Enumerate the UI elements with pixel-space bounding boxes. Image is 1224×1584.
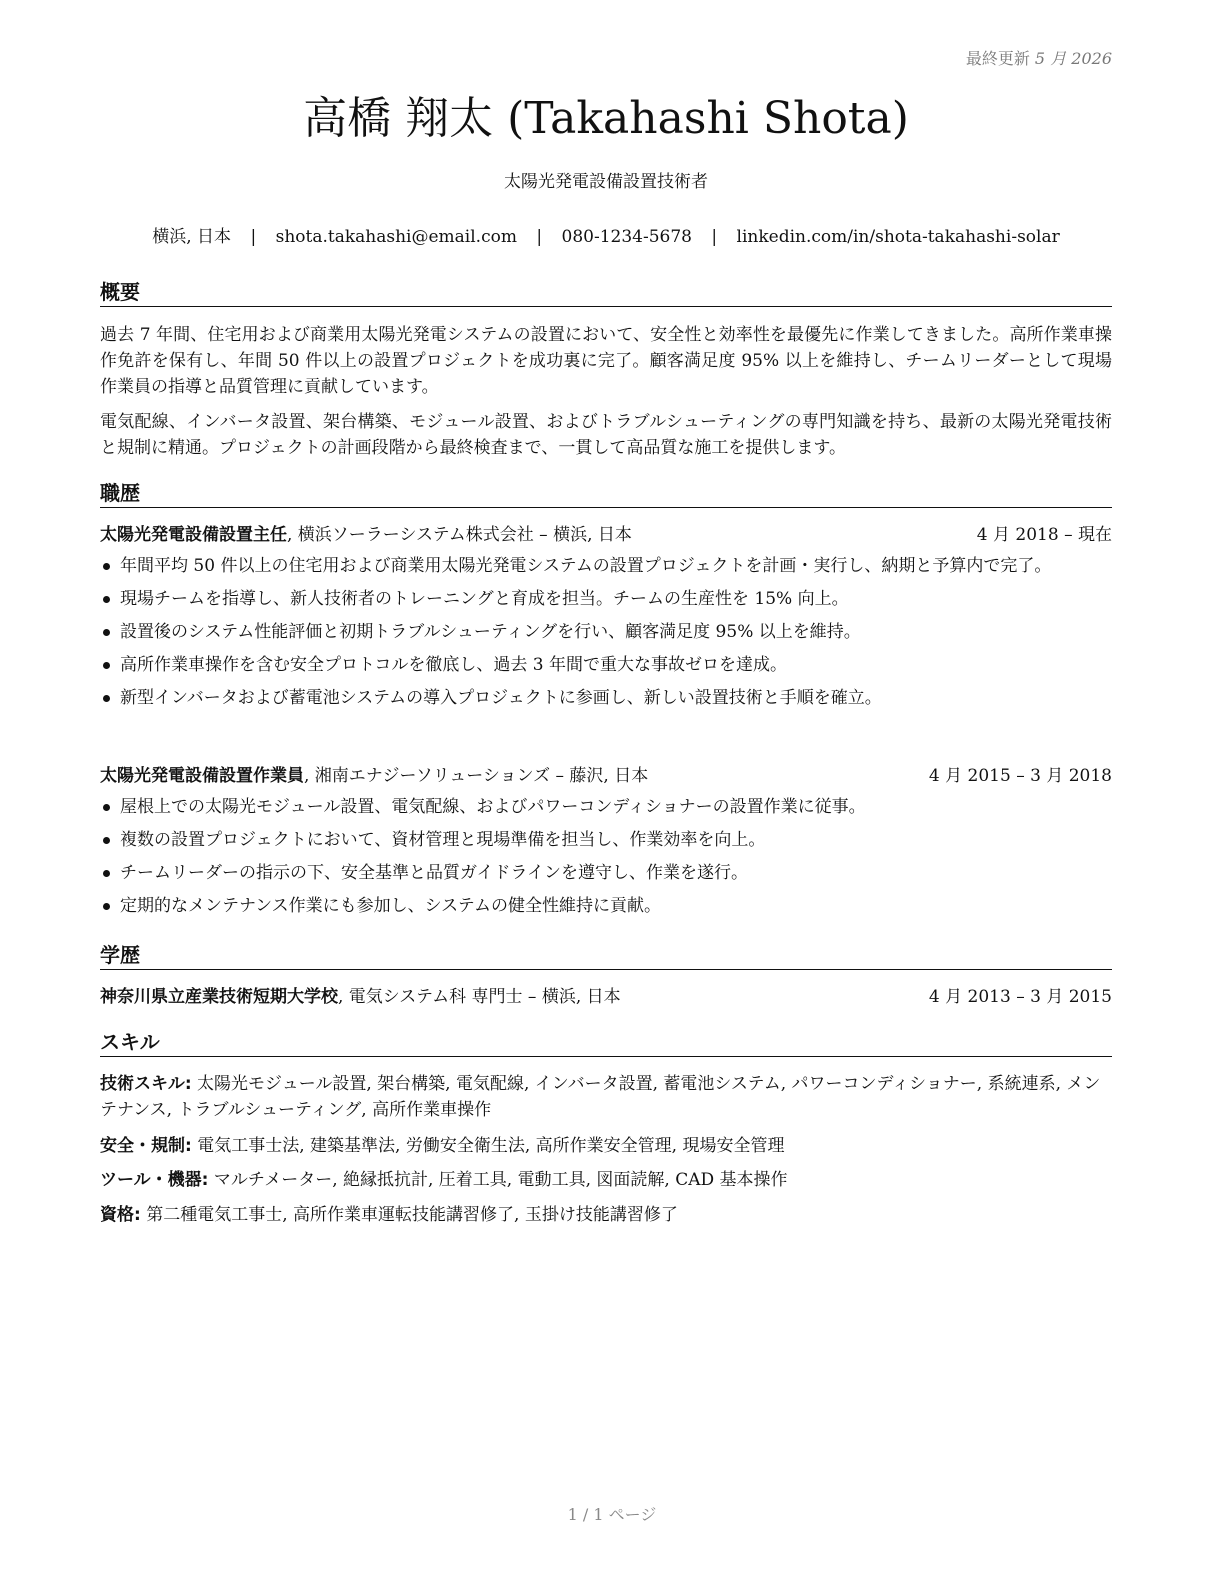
skill-label: 資格:	[100, 1205, 141, 1225]
candidate-name: 高橋 翔太 (Takahashi Shota)	[303, 93, 909, 144]
last-updated	[966, 46, 1112, 69]
list-item: 新型インバータおよび蓄電池システムの導入プロジェクトに参画し、新しい設置技術と手順を確立。	[100, 685, 1112, 711]
list-item: 高所作業車操作を含む安全プロトコルを徹底し、過去 3 年間で重大な事故ゼロを達成。	[100, 652, 1112, 678]
skill-value: マルチメーター, 絶縁抵抗計, 圧着工具, 電動工具, 図面読解, CAD 基本操作	[208, 1170, 788, 1190]
list-item: 屋根上での太陽光モジュール設置、電気配線、およびパワーコンディショナーの設置作業に従事。	[100, 794, 1112, 820]
section-title-education: 学歴	[100, 942, 1112, 970]
contact-email[interactable]: shota.takahashi@email.com	[275, 227, 517, 247]
contact-linkedin[interactable]: linkedin.com/in/shota-takahashi-solar	[736, 227, 1060, 247]
job-dates: 4 月 2015 – 3 月 2018	[928, 766, 1112, 786]
page-indicator: 1 / 1 ページ	[567, 1505, 657, 1524]
list-item: 現場チームを指導し、新人技術者のトレーニングと育成を担当。チームの生産性を 15% 向上。	[100, 586, 1112, 612]
job-org: , 湘南エナジーソリューションズ – 藤沢, 日本	[304, 766, 649, 786]
section-title-skills: スキル	[100, 1029, 1112, 1057]
contact-location: 横浜, 日本	[152, 227, 232, 247]
last-updated-value: 5 月 2026	[1034, 49, 1112, 68]
list-item: 定期的なメンテナンス作業にも参加し、システムの健全性維持に貢献。	[100, 893, 1112, 919]
contact-separator: |	[711, 227, 718, 247]
skill-value: 電気工事士法, 建築基準法, 労働安全衛生法, 高所作業安全管理, 現場安全管理	[191, 1136, 785, 1156]
job-bullets	[100, 553, 1112, 718]
list-item: 年間平均 50 件以上の住宅用および商業用太陽光発電システムの設置プロジェクトを計画・実行し、納期と予算内で完了。	[100, 553, 1112, 579]
list-item: チームリーダーの指示の下、安全基準と品質ガイドラインを遵守し、作業を遂行。	[100, 860, 1112, 886]
job-title: 太陽光発電設備設置技術者	[504, 172, 708, 192]
school-name: 神奈川県立産業技術短期大学校	[100, 987, 338, 1007]
skill-line-safety	[100, 1133, 1116, 1159]
skill-label: 安全・規制:	[100, 1136, 192, 1156]
contact-line	[100, 225, 1112, 249]
skill-line-technical	[100, 1071, 1116, 1123]
contact-separator: |	[536, 227, 543, 247]
skill-label: ツール・機器:	[100, 1170, 209, 1190]
section-title-summary: 概要	[100, 279, 1112, 307]
skill-line-certifications	[100, 1202, 1116, 1228]
contact-phone[interactable]: 080-1234-5678	[561, 227, 692, 247]
education-entry	[100, 985, 1112, 1009]
summary-paragraph-2: 電気配線、インバータ設置、架台構築、モジュール設置、およびトラブルシューティングの専門知識を持ち、最新の太陽光発電技術と規制に精通。プロジェクトの計画段階から最終検査まで、一貫して高品質な施工を提供します。	[100, 412, 1112, 458]
skill-line-tools	[100, 1167, 1116, 1193]
education-detail: , 電気システム科 専門士 – 横浜, 日本	[338, 987, 621, 1007]
skill-value: 太陽光モジュール設置, 架台構築, 電気配線, インバータ設置, 蓄電池システム, パワーコンディショナー, 系統連系, メンテナンス, トラブルシューティング, 高所作業車操作	[100, 1074, 1101, 1120]
skill-value: 第二種電気工事士, 高所作業車運転技能講習修了, 玉掛け技能講習修了	[140, 1205, 678, 1225]
skill-label: 技術スキル:	[100, 1074, 192, 1094]
job-role: 太陽光発電設備設置作業員	[100, 766, 304, 786]
education-dates: 4 月 2013 – 3 月 2015	[928, 987, 1112, 1007]
job-header	[100, 523, 1112, 547]
job-header	[100, 764, 1112, 788]
job-dates: 4 月 2018 – 現在	[976, 525, 1112, 545]
summary-paragraph-1: 過去 7 年間、住宅用および商業用太陽光発電システムの設置において、安全性と効率性を最優先に作業してきました。高所作業車操作免許を保有し、年間 50 件以上の設置プロジェクトを成功裏に完了。顧客満足度 95% 以上を維持し、チームリーダーとして現場作業員の指導と品質管理に貢献しています。	[100, 325, 1112, 397]
last-updated-label: 最終更新	[965, 49, 1030, 68]
list-item: 複数の設置プロジェクトにおいて、資材管理と現場準備を担当し、作業効率を向上。	[100, 827, 1112, 853]
list-item: 設置後のシステム性能評価と初期トラブルシューティングを行い、顧客満足度 95% 以上を維持。	[100, 619, 1112, 645]
contact-separator: |	[250, 227, 257, 247]
section-title-experience: 職歴	[100, 480, 1112, 508]
job-bullets	[100, 794, 1112, 926]
job-role: 太陽光発電設備設置主任	[100, 525, 287, 545]
job-org: , 横浜ソーラーシステム株式会社 – 横浜, 日本	[287, 525, 632, 545]
